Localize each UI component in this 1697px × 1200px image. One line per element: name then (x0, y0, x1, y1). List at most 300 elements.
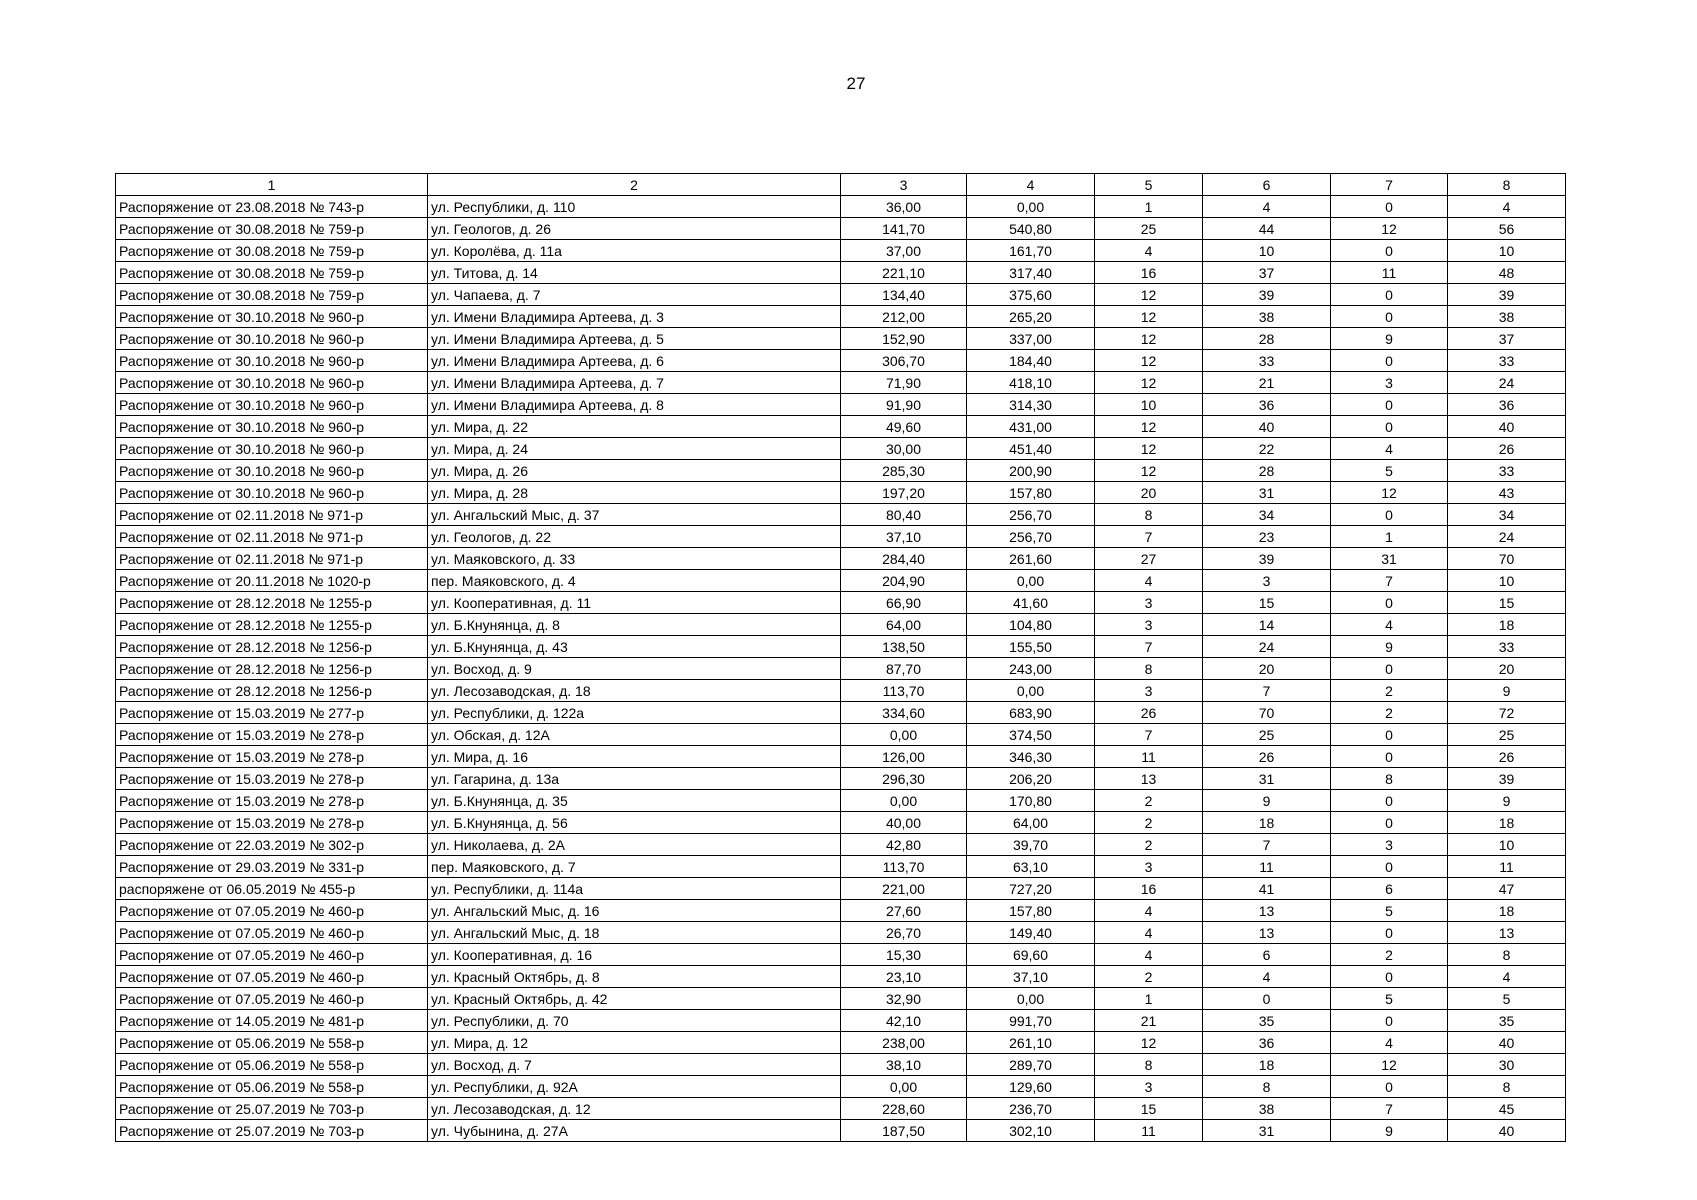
count-cell: 0 (1331, 592, 1448, 614)
value-cell: 375,60 (967, 284, 1095, 306)
value-cell: 197,20 (841, 482, 967, 504)
value-cell: 170,80 (967, 790, 1095, 812)
value-cell: 184,40 (967, 350, 1095, 372)
order-cell: Распоряжение от 22.03.2019 № 302-р (116, 834, 428, 856)
value-cell: 113,70 (841, 680, 967, 702)
table-row (116, 922, 1566, 944)
count-cell: 33 (1448, 350, 1566, 372)
address-cell: ул. Восход, д. 9 (428, 658, 841, 680)
count-cell: 31 (1331, 548, 1448, 570)
table-row (116, 416, 1566, 438)
count-cell: 34 (1448, 504, 1566, 526)
table-row (116, 1054, 1566, 1076)
count-cell: 21 (1203, 372, 1331, 394)
value-cell: 265,20 (967, 306, 1095, 328)
value-cell: 228,60 (841, 1098, 967, 1120)
count-cell: 0 (1331, 394, 1448, 416)
value-cell: 23,10 (841, 966, 967, 988)
count-cell: 4 (1095, 944, 1203, 966)
count-cell: 3 (1203, 570, 1331, 592)
value-cell: 238,00 (841, 1032, 967, 1054)
table-row (116, 680, 1566, 702)
count-cell: 13 (1448, 922, 1566, 944)
table-row (116, 372, 1566, 394)
address-cell: ул. Титова, д. 14 (428, 262, 841, 284)
value-cell: 236,70 (967, 1098, 1095, 1120)
count-cell: 35 (1448, 1010, 1566, 1032)
count-cell: 12 (1095, 306, 1203, 328)
count-cell: 9 (1203, 790, 1331, 812)
count-cell: 12 (1095, 372, 1203, 394)
value-cell: 306,70 (841, 350, 967, 372)
value-cell: 0,00 (841, 724, 967, 746)
value-cell: 36,00 (841, 196, 967, 218)
count-cell: 18 (1203, 812, 1331, 834)
count-cell: 26 (1448, 438, 1566, 460)
order-cell: распоряжене от 06.05.2019 № 455-р (116, 878, 428, 900)
value-cell: 337,00 (967, 328, 1095, 350)
count-cell: 1 (1095, 196, 1203, 218)
count-cell: 12 (1331, 218, 1448, 240)
order-cell: Распоряжение от 05.06.2019 № 558-р (116, 1032, 428, 1054)
count-cell: 26 (1095, 702, 1203, 724)
table-row (116, 548, 1566, 570)
table-row (116, 306, 1566, 328)
order-cell: Распоряжение от 30.10.2018 № 960-р (116, 460, 428, 482)
table-row (116, 328, 1566, 350)
count-cell: 2 (1095, 834, 1203, 856)
value-cell: 134,40 (841, 284, 967, 306)
count-cell: 9 (1331, 1120, 1448, 1142)
count-cell: 72 (1448, 702, 1566, 724)
count-cell: 4 (1203, 196, 1331, 218)
order-cell: Распоряжение от 30.08.2018 № 759-р (116, 262, 428, 284)
value-cell: 0,00 (967, 680, 1095, 702)
column-header: 1 (116, 174, 428, 196)
count-cell: 70 (1448, 548, 1566, 570)
value-cell: 152,90 (841, 328, 967, 350)
count-cell: 0 (1331, 856, 1448, 878)
value-cell: 0,00 (841, 1076, 967, 1098)
column-header: 7 (1331, 174, 1448, 196)
order-cell: Распоряжение от 30.10.2018 № 960-р (116, 394, 428, 416)
count-cell: 4 (1203, 966, 1331, 988)
value-cell: 540,80 (967, 218, 1095, 240)
table-row (116, 1032, 1566, 1054)
value-cell: 221,10 (841, 262, 967, 284)
value-cell: 0,00 (967, 988, 1095, 1010)
address-cell: ул. Королёва, д. 11а (428, 240, 841, 262)
table-row (116, 570, 1566, 592)
value-cell: 221,00 (841, 878, 967, 900)
order-cell: Распоряжение от 23.08.2018 № 743-р (116, 196, 428, 218)
address-cell: ул. Красный Октябрь, д. 8 (428, 966, 841, 988)
count-cell: 8 (1095, 658, 1203, 680)
value-cell: 37,10 (841, 526, 967, 548)
count-cell: 24 (1203, 636, 1331, 658)
address-cell: ул. Лесозаводская, д. 18 (428, 680, 841, 702)
table-row (116, 790, 1566, 812)
value-cell: 243,00 (967, 658, 1095, 680)
table-row (116, 988, 1566, 1010)
count-cell: 0 (1331, 240, 1448, 262)
table-row (116, 944, 1566, 966)
table-row (116, 702, 1566, 724)
order-cell: Распоряжение от 02.11.2018 № 971-р (116, 548, 428, 570)
value-cell: 431,00 (967, 416, 1095, 438)
count-cell: 3 (1095, 680, 1203, 702)
count-cell: 10 (1448, 570, 1566, 592)
count-cell: 4 (1095, 570, 1203, 592)
table-row (116, 1098, 1566, 1120)
count-cell: 30 (1448, 1054, 1566, 1076)
address-cell: ул. Геологов, д. 26 (428, 218, 841, 240)
count-cell: 39 (1448, 284, 1566, 306)
address-cell: ул. Б.Кнунянца, д. 56 (428, 812, 841, 834)
count-cell: 8 (1095, 504, 1203, 526)
count-cell: 13 (1095, 768, 1203, 790)
order-cell: Распоряжение от 29.03.2019 № 331-р (116, 856, 428, 878)
table-row (116, 438, 1566, 460)
address-cell: ул. Чапаева, д. 7 (428, 284, 841, 306)
table-row (116, 350, 1566, 372)
count-cell: 4 (1448, 196, 1566, 218)
table-row (116, 394, 1566, 416)
order-cell: Распоряжение от 07.05.2019 № 460-р (116, 900, 428, 922)
value-cell: 38,10 (841, 1054, 967, 1076)
count-cell: 0 (1203, 988, 1331, 1010)
value-cell: 49,60 (841, 416, 967, 438)
count-cell: 8 (1448, 1076, 1566, 1098)
order-cell: Распоряжение от 15.03.2019 № 278-р (116, 790, 428, 812)
count-cell: 31 (1203, 1120, 1331, 1142)
order-cell: Распоряжение от 30.10.2018 № 960-р (116, 482, 428, 504)
count-cell: 36 (1203, 394, 1331, 416)
count-cell: 12 (1095, 350, 1203, 372)
value-cell: 26,70 (841, 922, 967, 944)
value-cell: 0,00 (967, 570, 1095, 592)
table-body (116, 174, 1566, 1142)
order-cell: Распоряжение от 07.05.2019 № 460-р (116, 922, 428, 944)
address-cell: ул. Кооперативная, д. 16 (428, 944, 841, 966)
order-cell: Распоряжение от 14.05.2019 № 481-р (116, 1010, 428, 1032)
value-cell: 41,60 (967, 592, 1095, 614)
value-cell: 42,10 (841, 1010, 967, 1032)
value-cell: 63,10 (967, 856, 1095, 878)
count-cell: 0 (1331, 746, 1448, 768)
address-cell: ул. Республики, д. 70 (428, 1010, 841, 1032)
count-cell: 10 (1448, 240, 1566, 262)
count-cell: 5 (1448, 988, 1566, 1010)
table-row (116, 636, 1566, 658)
value-cell: 149,40 (967, 922, 1095, 944)
count-cell: 36 (1203, 1032, 1331, 1054)
count-cell: 33 (1448, 636, 1566, 658)
value-cell: 212,00 (841, 306, 967, 328)
address-cell: ул. Мира, д. 28 (428, 482, 841, 504)
table-row (116, 526, 1566, 548)
count-cell: 2 (1095, 966, 1203, 988)
address-cell: ул. Мира, д. 16 (428, 746, 841, 768)
count-cell: 38 (1203, 1098, 1331, 1120)
order-cell: Распоряжение от 30.10.2018 № 960-р (116, 306, 428, 328)
table-row (116, 812, 1566, 834)
table-row (116, 966, 1566, 988)
value-cell: 80,40 (841, 504, 967, 526)
count-cell: 1 (1095, 988, 1203, 1010)
count-cell: 45 (1448, 1098, 1566, 1120)
count-cell: 4 (1448, 966, 1566, 988)
value-cell: 104,80 (967, 614, 1095, 636)
table-row (116, 218, 1566, 240)
count-cell: 11 (1331, 262, 1448, 284)
count-cell: 12 (1095, 328, 1203, 350)
value-cell: 256,70 (967, 504, 1095, 526)
address-cell: пер. Маяковского, д. 7 (428, 856, 841, 878)
address-cell: ул. Б.Кнунянца, д. 8 (428, 614, 841, 636)
address-cell: ул. Мира, д. 24 (428, 438, 841, 460)
value-cell: 15,30 (841, 944, 967, 966)
value-cell: 346,30 (967, 746, 1095, 768)
order-cell: Распоряжение от 07.05.2019 № 460-р (116, 988, 428, 1010)
count-cell: 4 (1331, 1032, 1448, 1054)
column-header: 3 (841, 174, 967, 196)
count-cell: 7 (1331, 570, 1448, 592)
order-cell: Распоряжение от 30.08.2018 № 759-р (116, 240, 428, 262)
count-cell: 38 (1448, 306, 1566, 328)
table-row (116, 196, 1566, 218)
value-cell: 0,00 (967, 196, 1095, 218)
count-cell: 34 (1203, 504, 1331, 526)
order-cell: Распоряжение от 02.11.2018 № 971-р (116, 526, 428, 548)
count-cell: 9 (1331, 636, 1448, 658)
count-cell: 16 (1095, 262, 1203, 284)
count-cell: 28 (1203, 460, 1331, 482)
count-cell: 44 (1203, 218, 1331, 240)
value-cell: 317,40 (967, 262, 1095, 284)
order-cell: Распоряжение от 30.10.2018 № 960-р (116, 438, 428, 460)
value-cell: 289,70 (967, 1054, 1095, 1076)
count-cell: 70 (1203, 702, 1331, 724)
count-cell: 12 (1095, 460, 1203, 482)
count-cell: 6 (1203, 944, 1331, 966)
address-cell: ул. Мира, д. 12 (428, 1032, 841, 1054)
address-cell: ул. Б.Кнунянца, д. 35 (428, 790, 841, 812)
count-cell: 37 (1448, 328, 1566, 350)
count-cell: 12 (1331, 1054, 1448, 1076)
table-row (116, 1120, 1566, 1142)
column-header: 8 (1448, 174, 1566, 196)
count-cell: 25 (1448, 724, 1566, 746)
table-row (116, 878, 1566, 900)
order-cell: Распоряжение от 28.12.2018 № 1256-р (116, 636, 428, 658)
count-cell: 5 (1331, 460, 1448, 482)
count-cell: 18 (1203, 1054, 1331, 1076)
address-cell: ул. Б.Кнунянца, д. 43 (428, 636, 841, 658)
value-cell: 256,70 (967, 526, 1095, 548)
table-row (116, 834, 1566, 856)
value-cell: 155,50 (967, 636, 1095, 658)
count-cell: 0 (1331, 306, 1448, 328)
value-cell: 206,20 (967, 768, 1095, 790)
value-cell: 157,80 (967, 900, 1095, 922)
count-cell: 18 (1448, 900, 1566, 922)
count-cell: 25 (1095, 218, 1203, 240)
count-cell: 31 (1203, 768, 1331, 790)
address-cell: ул. Мира, д. 26 (428, 460, 841, 482)
count-cell: 2 (1095, 812, 1203, 834)
table-row (116, 482, 1566, 504)
count-cell: 13 (1203, 922, 1331, 944)
count-cell: 9 (1331, 328, 1448, 350)
address-cell: ул. Восход, д. 7 (428, 1054, 841, 1076)
count-cell: 0 (1331, 1010, 1448, 1032)
value-cell: 69,60 (967, 944, 1095, 966)
count-cell: 20 (1448, 658, 1566, 680)
count-cell: 4 (1095, 922, 1203, 944)
count-cell: 40 (1448, 416, 1566, 438)
count-cell: 4 (1095, 900, 1203, 922)
value-cell: 71,90 (841, 372, 967, 394)
count-cell: 5 (1331, 988, 1448, 1010)
count-cell: 40 (1203, 416, 1331, 438)
address-cell: ул. Республики, д. 114а (428, 878, 841, 900)
count-cell: 28 (1203, 328, 1331, 350)
address-cell: ул. Республики, д. 110 (428, 196, 841, 218)
address-cell: ул. Маяковского, д. 33 (428, 548, 841, 570)
address-cell: ул. Лесозаводская, д. 12 (428, 1098, 841, 1120)
count-cell: 20 (1203, 658, 1331, 680)
value-cell: 200,90 (967, 460, 1095, 482)
value-cell: 157,80 (967, 482, 1095, 504)
order-cell: Распоряжение от 28.12.2018 № 1256-р (116, 658, 428, 680)
count-cell: 40 (1448, 1032, 1566, 1054)
table-row (116, 262, 1566, 284)
count-cell: 7 (1331, 1098, 1448, 1120)
value-cell: 64,00 (841, 614, 967, 636)
table-row (116, 504, 1566, 526)
table-row (116, 746, 1566, 768)
order-cell: Распоряжение от 30.08.2018 № 759-р (116, 218, 428, 240)
table-row (116, 724, 1566, 746)
order-cell: Распоряжение от 05.06.2019 № 558-р (116, 1054, 428, 1076)
count-cell: 8 (1331, 768, 1448, 790)
count-cell: 0 (1331, 350, 1448, 372)
value-cell: 66,90 (841, 592, 967, 614)
order-cell: Распоряжение от 25.07.2019 № 703-р (116, 1120, 428, 1142)
count-cell: 8 (1448, 944, 1566, 966)
count-cell: 35 (1203, 1010, 1331, 1032)
order-cell: Распоряжение от 30.10.2018 № 960-р (116, 328, 428, 350)
table-header-row (116, 174, 1566, 196)
count-cell: 0 (1331, 1076, 1448, 1098)
count-cell: 26 (1448, 746, 1566, 768)
order-cell: Распоряжение от 15.03.2019 № 278-р (116, 746, 428, 768)
value-cell: 204,90 (841, 570, 967, 592)
count-cell: 11 (1095, 746, 1203, 768)
value-cell: 284,40 (841, 548, 967, 570)
count-cell: 18 (1448, 812, 1566, 834)
count-cell: 56 (1448, 218, 1566, 240)
value-cell: 451,40 (967, 438, 1095, 460)
order-cell: Распоряжение от 30.08.2018 № 759-р (116, 284, 428, 306)
count-cell: 7 (1203, 834, 1331, 856)
value-cell: 314,30 (967, 394, 1095, 416)
count-cell: 43 (1448, 482, 1566, 504)
table-row (116, 856, 1566, 878)
table-row (116, 658, 1566, 680)
count-cell: 0 (1331, 812, 1448, 834)
value-cell: 87,70 (841, 658, 967, 680)
order-cell: Распоряжение от 15.03.2019 № 278-р (116, 724, 428, 746)
value-cell: 32,90 (841, 988, 967, 1010)
value-cell: 683,90 (967, 702, 1095, 724)
value-cell: 138,50 (841, 636, 967, 658)
address-cell: ул. Мира, д. 22 (428, 416, 841, 438)
count-cell: 6 (1331, 878, 1448, 900)
table-row (116, 614, 1566, 636)
address-cell: ул. Ангальский Мыс, д. 16 (428, 900, 841, 922)
count-cell: 7 (1095, 636, 1203, 658)
count-cell: 12 (1095, 438, 1203, 460)
column-header: 6 (1203, 174, 1331, 196)
count-cell: 12 (1095, 416, 1203, 438)
count-cell: 3 (1095, 1076, 1203, 1098)
page-number: 27 (846, 74, 866, 93)
count-cell: 0 (1331, 790, 1448, 812)
count-cell: 2 (1331, 680, 1448, 702)
order-cell: Распоряжение от 28.12.2018 № 1256-р (116, 680, 428, 702)
address-cell: ул. Николаева, д. 2А (428, 834, 841, 856)
address-cell: ул. Ангальский Мыс, д. 37 (428, 504, 841, 526)
count-cell: 47 (1448, 878, 1566, 900)
count-cell: 20 (1095, 482, 1203, 504)
count-cell: 25 (1203, 724, 1331, 746)
value-cell: 126,00 (841, 746, 967, 768)
count-cell: 0 (1331, 504, 1448, 526)
table-row (116, 1010, 1566, 1032)
order-cell: Распоряжение от 15.03.2019 № 278-р (116, 812, 428, 834)
value-cell: 129,60 (967, 1076, 1095, 1098)
value-cell: 39,70 (967, 834, 1095, 856)
address-cell: ул. Имени Владимира Артеева, д. 8 (428, 394, 841, 416)
count-cell: 3 (1095, 614, 1203, 636)
value-cell: 261,60 (967, 548, 1095, 570)
value-cell: 418,10 (967, 372, 1095, 394)
table-row (116, 284, 1566, 306)
order-cell: Распоряжение от 30.10.2018 № 960-р (116, 416, 428, 438)
order-cell: Распоряжение от 07.05.2019 № 460-р (116, 944, 428, 966)
table-row (116, 240, 1566, 262)
count-cell: 14 (1203, 614, 1331, 636)
count-cell: 11 (1095, 1120, 1203, 1142)
count-cell: 7 (1095, 724, 1203, 746)
value-cell: 285,30 (841, 460, 967, 482)
address-cell: пер. Маяковского, д. 4 (428, 570, 841, 592)
value-cell: 261,10 (967, 1032, 1095, 1054)
count-cell: 4 (1095, 240, 1203, 262)
count-cell: 11 (1448, 856, 1566, 878)
count-cell: 27 (1095, 548, 1203, 570)
count-cell: 24 (1448, 372, 1566, 394)
count-cell: 0 (1331, 724, 1448, 746)
column-header: 5 (1095, 174, 1203, 196)
count-cell: 40 (1448, 1120, 1566, 1142)
value-cell: 37,10 (967, 966, 1095, 988)
value-cell: 334,60 (841, 702, 967, 724)
order-cell: Распоряжение от 07.05.2019 № 460-р (116, 966, 428, 988)
count-cell: 39 (1203, 284, 1331, 306)
